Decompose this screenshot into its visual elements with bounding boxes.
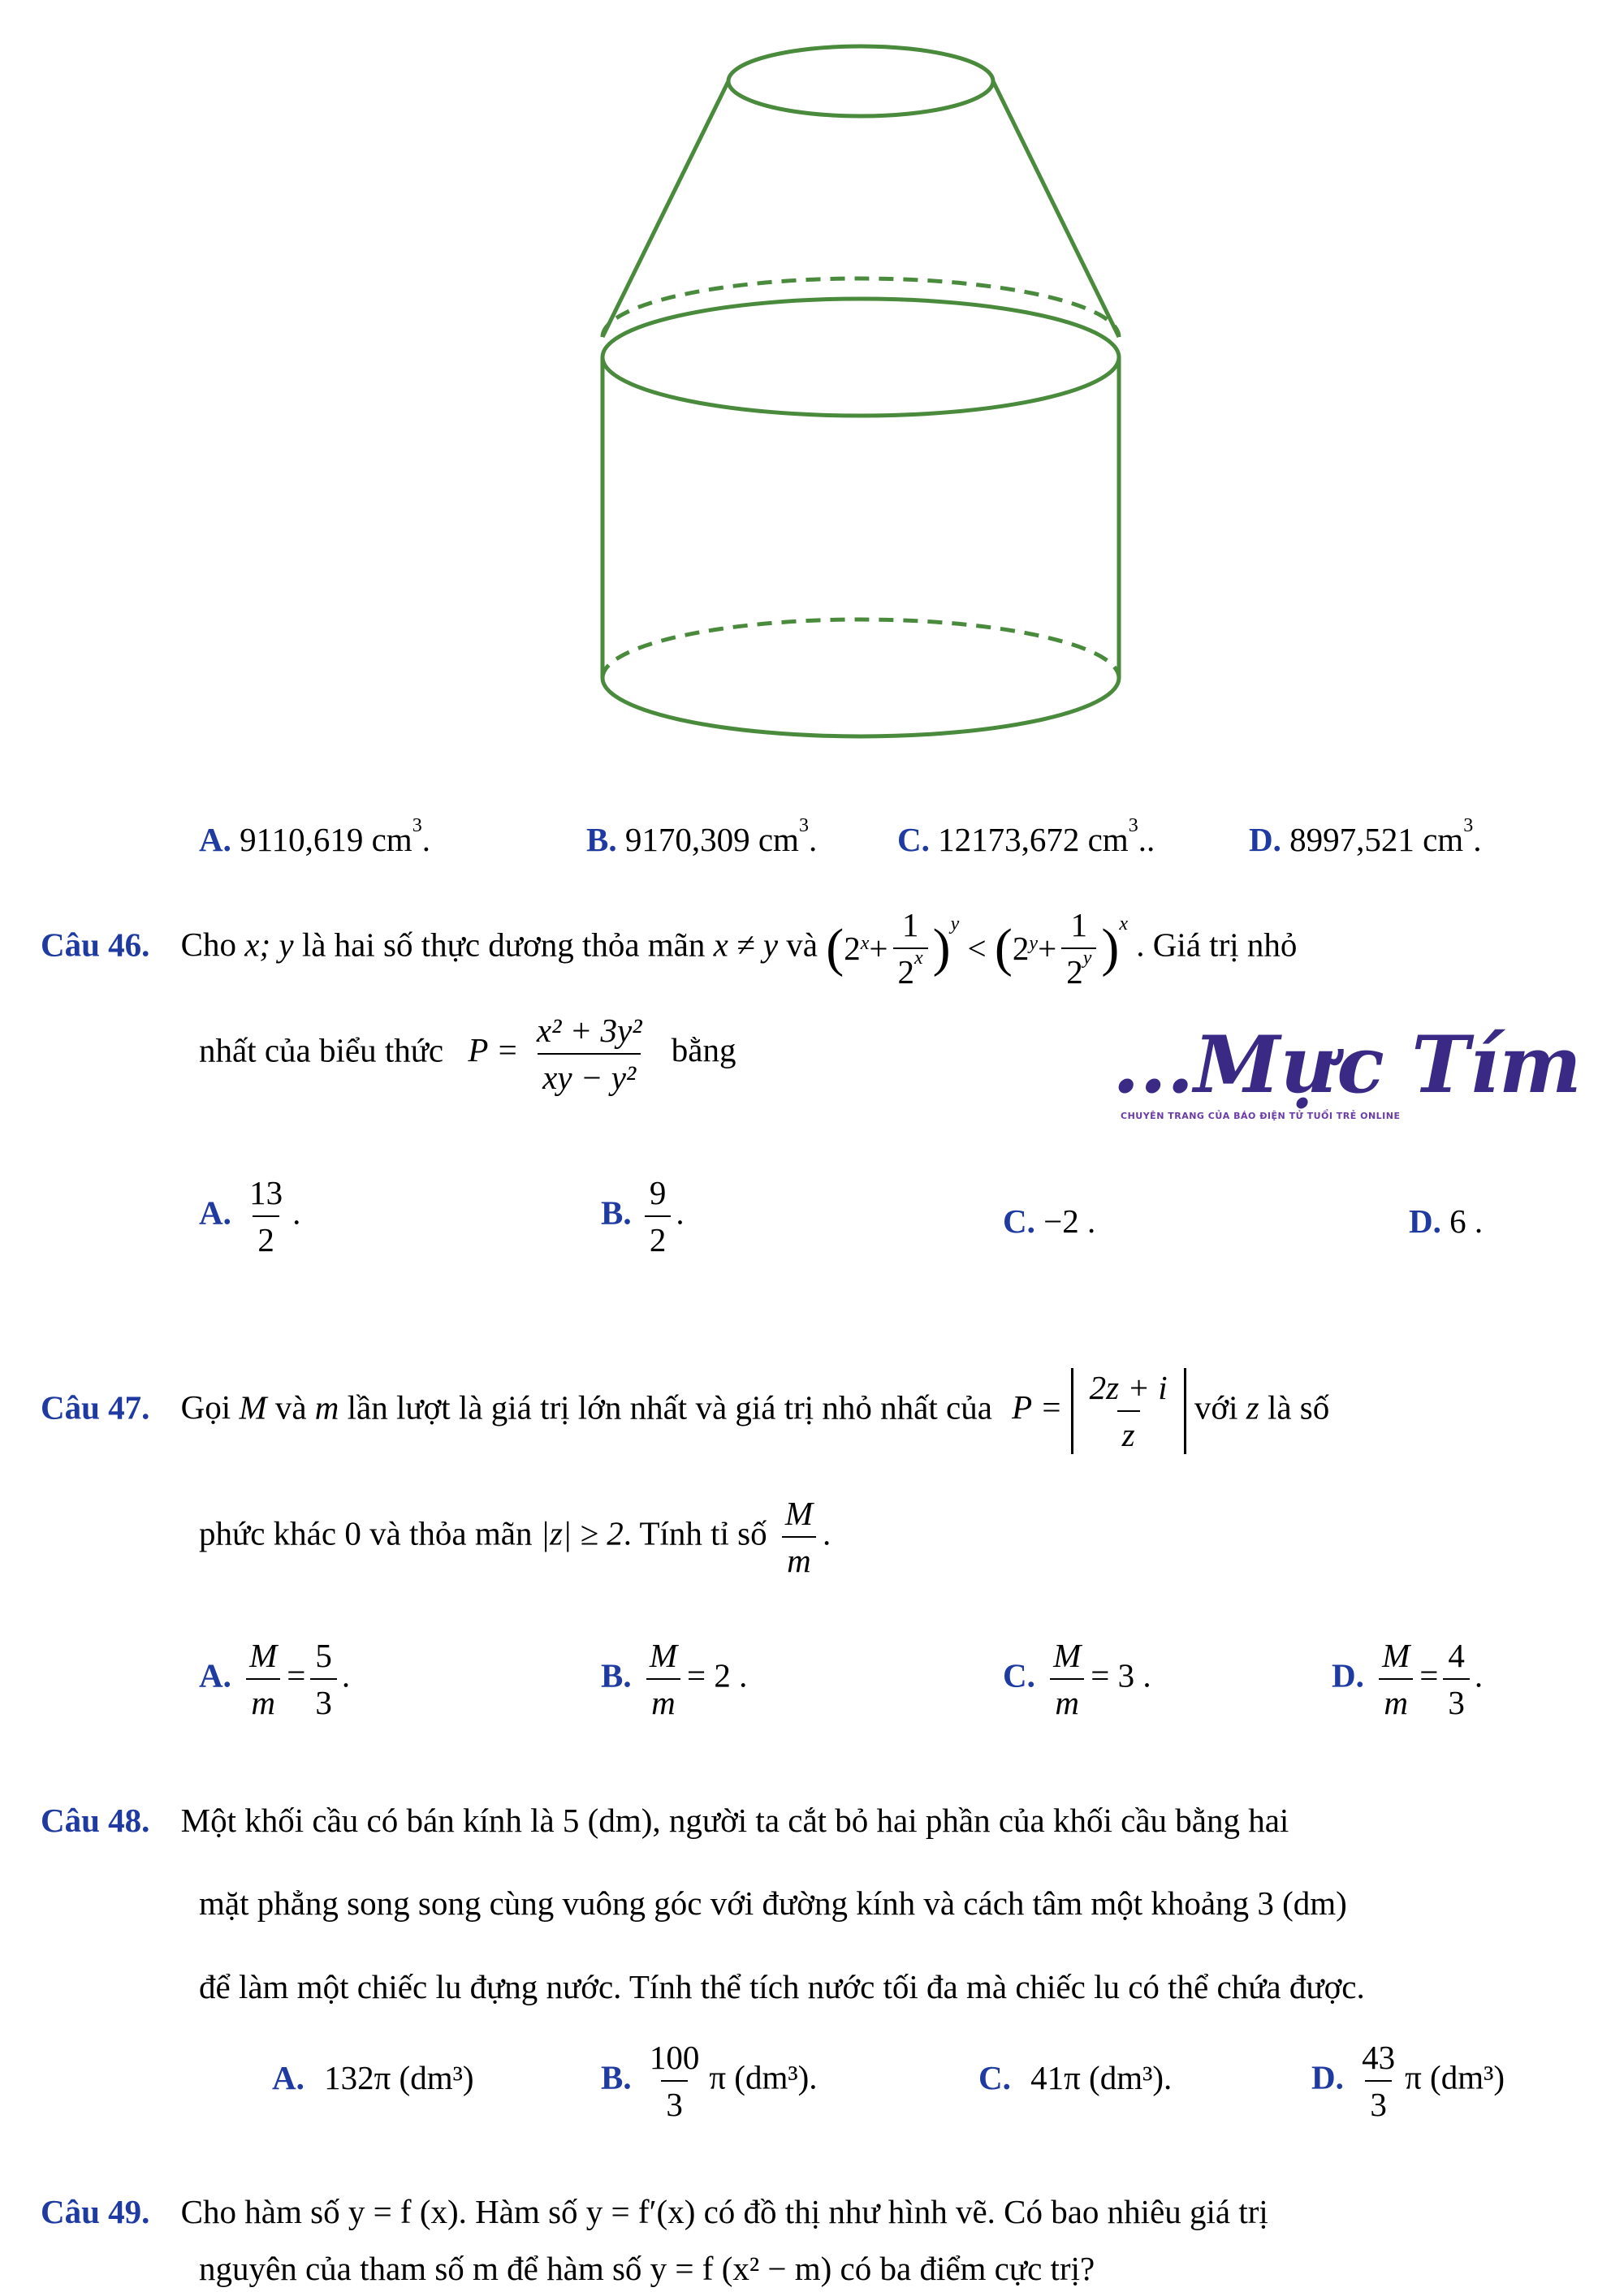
q48-option-a[interactable]: A. 132π (dm³) <box>272 2059 474 2096</box>
q45-option-d[interactable]: D. 8997,521 $cm^3$. <box>1249 815 1482 858</box>
cylinder-bottom-back-dashed <box>603 619 1119 678</box>
muc-tim-logo: ...Mực Tím CHUYÊN TRANG CỦA BÁO ĐIỆN TỬ TUỔI TRẺ ONLINE <box>1112 1019 1582 1121</box>
q46-option-d[interactable]: D. 6 . <box>1409 1202 1484 1240</box>
q47-option-c[interactable]: C. $\frac{M}{m}$ = 3 . <box>1003 1637 1151 1721</box>
q46-option-c[interactable]: C. −2 . <box>1003 1202 1096 1240</box>
q47-line1: Câu 47. Gọi M và m lần lượt là giá trị lớn nhất và giá trị nhỏ nhất của P = $\frac{2z + i}{z}$ với z là số <box>41 1369 1330 1453</box>
q48-line3: để làm một chiếc lu đựng nước. Tính thể tích nước tối đa mà chiếc lu có thể chứa được. <box>199 1968 1365 2005</box>
cone-top-ellipse <box>728 46 993 116</box>
q47-option-b[interactable]: B. $\frac{M}{m}$ = 2 . <box>601 1637 748 1721</box>
q47-option-d[interactable]: D. $\frac{M}{m}$ = $\frac{4}{3}$ . <box>1332 1637 1484 1721</box>
q48-option-d[interactable]: D. $\frac{43}{3}$ π (dm³) <box>1311 2039 1505 2123</box>
truncated-cone-on-cylinder-figure <box>568 32 1153 763</box>
q46-inequality: ( 2 $^x$ + $\frac{1}{2^x}$ ) $^y$ < ( 2 $^y$ + $\frac{1}{2^y}$ ) $^x$ <box>826 906 1128 991</box>
q46-P-fraction: $\frac{\text{x² + 3y²}}{\text{xy − y²}}$ <box>536 1012 642 1096</box>
cylinder-bottom-front <box>603 678 1119 736</box>
q45-option-b[interactable]: B. 9170,309 $cm^3$. <box>586 815 818 858</box>
q48-line1: Câu 48. Một khối cầu có bán kính là 5 (dm), người ta cắt bỏ hai phần của khối cầu bằng hai <box>41 1802 1289 1839</box>
q48-line2: mặt phẳng song song cùng vuông góc với đường kính và cách tâm một khoảng 3 (dm) <box>199 1884 1347 1922</box>
q47-option-a[interactable]: A. $\frac{M}{m}$ = $\frac{5}{3}$ . <box>199 1637 351 1721</box>
q48-option-b[interactable]: B. $\frac{100}{3}$ π (dm³). <box>601 2039 818 2123</box>
q48-option-c[interactable]: C. 41π (dm³). <box>978 2059 1173 2096</box>
q49-line1: Câu 49. Cho hàm số y = f (x). Hàm số y = f′(x) có đồ thị như hình vẽ. Có bao nhiêu giá trị <box>41 2193 1268 2230</box>
cone-bottom-back-dashed <box>603 278 1119 337</box>
q46-line1: Câu 46. Cho x; y là hai số thực dương thỏa mãn x ≠ y và ( 2 $^x$ + $\frac{1}{2^x}$ ) $^y$ < ( 2 $^y$ + $\frac{1}{2^y}$ ) $^x$ . Giá trị nhỏ <box>41 906 1298 991</box>
q49-line2: nguyên của tham số m để hàm số y = f (x² − m) có ba điểm cực trị? <box>199 2250 1095 2287</box>
cylinder-top-ellipse <box>603 299 1119 416</box>
q45-option-a[interactable]: A. 9110,619 $cm^3$. <box>199 815 430 858</box>
q45-option-c[interactable]: C. 12173,672 $cm^3$.. <box>897 815 1155 858</box>
q46-option-b[interactable]: B. $\frac{9}{2}$ . <box>601 1174 685 1258</box>
q47-line2: phức khác 0 và thỏa mãn |z| ≥ 2. Tính tỉ số $\frac{M}{m}$ . <box>199 1495 831 1579</box>
q46-line2: nhất của biểu thức P = $\frac{\text{x² + 3y²}}{\text{xy − y²}}$ bằng <box>199 1012 736 1096</box>
q47-abs-value: $\frac{2z + i}{z}$ <box>1071 1368 1186 1454</box>
q46-option-a[interactable]: A. $\frac{13}{2}$ . <box>199 1174 301 1258</box>
